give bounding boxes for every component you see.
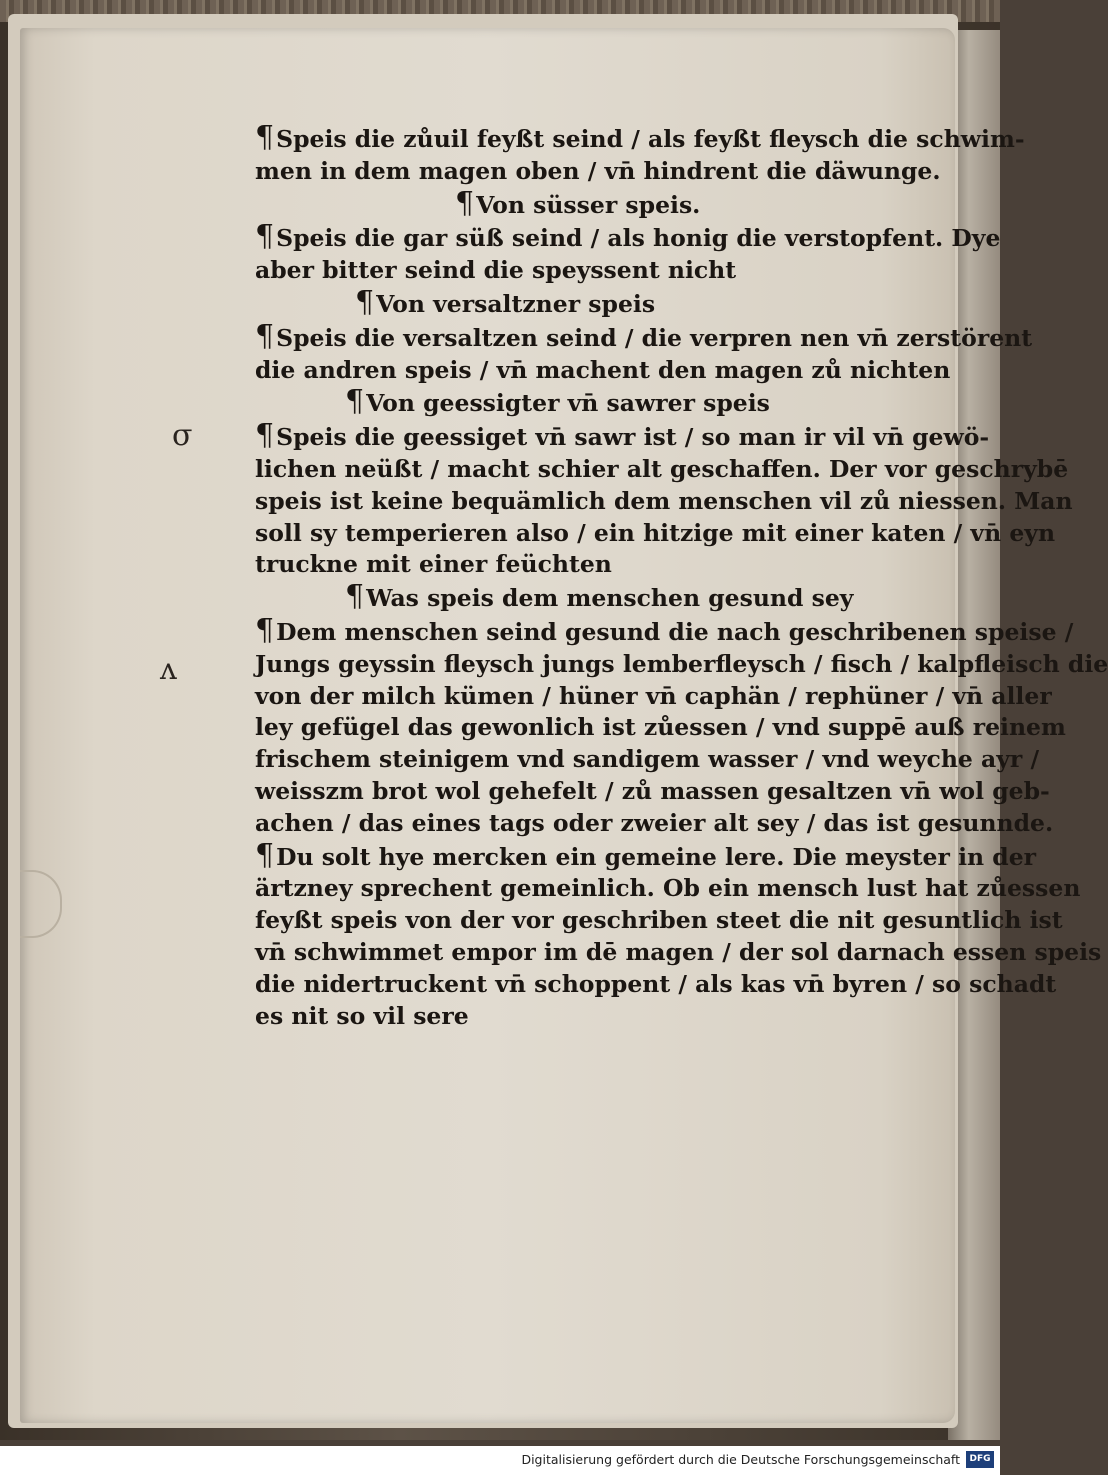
line-text: truckne mit einer feüchten [255, 550, 612, 579]
text-line [255, 712, 1066, 744]
footer-bar [0, 1446, 1000, 1475]
footer-credit: Digitalisierung gefördert durch die Deutsche Forschungsgemeinschaft [521, 1452, 960, 1467]
text-line [255, 156, 941, 188]
pilcrow-icon: ¶ [455, 185, 475, 221]
marginal-mark-2: ʌ [160, 652, 177, 687]
text-line [255, 454, 1069, 486]
line-text: die nidertruckent vn̄ schoppent / als kas vn̄ byren / so schadt [255, 969, 1057, 998]
text-line [255, 486, 1073, 518]
section-heading [255, 386, 915, 420]
line-text: Was speis dem menschen gesund sey [366, 584, 854, 613]
text-line [255, 355, 951, 387]
line-text: speis ist keine bequämlich dem menschen vil zů niessen. Man [255, 486, 1073, 515]
line-text: Von geessigter vn̄ sawrer speis [366, 389, 770, 418]
line-text: Von versaltzner speis [376, 289, 656, 318]
pilcrow-icon: ¶ [255, 318, 275, 354]
line-text: es nit so vil sere [255, 1001, 469, 1030]
line-text: soll sy temperieren also / ein hitzige mit einer katen / vn̄ eyn [255, 518, 1056, 547]
text-line [255, 549, 915, 581]
line-text: lichen neüßt / macht schier alt geschaffen. Der vor geschrybē [255, 454, 1069, 483]
line-text: aber bitter seind die speyssent nicht [255, 256, 737, 285]
section-heading [255, 185, 915, 222]
marginal-mark-1: σ [172, 418, 193, 453]
text-line [255, 744, 1040, 776]
line-text: Speis die geessiget vn̄ sawr ist / so man ir vil vn̄ gewö- [276, 423, 990, 452]
text-line [255, 873, 1081, 905]
text-line [255, 969, 1057, 1001]
line-text: Speis die zůuil feyßt seind / als feyßt fleysch die schwim- [276, 125, 1025, 153]
paragraph-start-line [255, 120, 1025, 156]
section-heading [255, 284, 915, 321]
line-text: achen / das eines tags oder zweier alt sey / das ist gesunnde. [255, 808, 1054, 837]
pilcrow-icon: ¶ [255, 219, 275, 255]
text-line [255, 255, 915, 287]
pilcrow-icon: ¶ [345, 579, 365, 615]
text-line [255, 808, 1054, 840]
paragraph-start-line [255, 318, 1033, 355]
line-text: men in dem magen oben / vn̄ hindrent die däwunge. [255, 156, 941, 185]
pilcrow-icon: ¶ [255, 837, 275, 873]
line-text: Speis die gar süß seind / als honig die verstopfent. Dye [276, 224, 1001, 253]
text-line [255, 905, 1063, 937]
printed-text-block [255, 120, 1108, 1032]
line-text: Dem menschen seind gesund die nach geschribenen speise / [276, 617, 1074, 646]
pilcrow-icon: ¶ [345, 384, 365, 420]
text-line [255, 937, 1102, 969]
section-heading [255, 581, 915, 615]
pilcrow-icon: ¶ [355, 284, 375, 320]
line-text: Von süsser speis. [476, 190, 701, 219]
line-text: vn̄ schwimmet empor im dē magen / der sol darnach essen speis [255, 937, 1102, 966]
dfg-logo: DFG [966, 1451, 994, 1468]
pilcrow-icon: ¶ [255, 612, 275, 648]
line-text: ärtzney sprechent gemeinlich. Ob ein mensch lust hat zůessen [255, 874, 1081, 903]
pilcrow-icon: ¶ [255, 120, 275, 155]
paragraph-start-line [255, 612, 1074, 649]
line-text: Jungs geyssin fleysch jungs lemberfleysch / fisch / kalpfleisch die [255, 649, 1108, 678]
text-line [255, 1001, 915, 1033]
paragraph-start-line [255, 418, 990, 454]
text-line [255, 776, 1050, 808]
line-text: die andren speis / vn̄ machent den magen zů nichten [255, 355, 951, 384]
line-text: Du solt hye mercken ein gemeine lere. Die meyster in der [276, 842, 1037, 871]
line-text: Speis die versaltzen seind / die verpren nen vn̄ zerstörent [276, 323, 1033, 352]
text-line [255, 681, 1052, 713]
pilcrow-icon: ¶ [255, 418, 275, 454]
text-line [255, 649, 1108, 681]
line-text: weisszm brot wol gehefelt / zů massen gesaltzen vn̄ wol geb- [255, 776, 1050, 805]
clasp-mark [20, 870, 62, 938]
line-text: frischem steinigem vnd sandigem wasser / vnd weyche ayr / [255, 745, 1040, 774]
line-text: feyßt speis von der vor geschriben steet die nit gesuntlich ist [255, 906, 1063, 935]
line-text: ley gefügel das gewonlich ist zůessen / vnd suppē auß reinem [255, 713, 1066, 742]
text-line [255, 518, 1056, 550]
paragraph-start-line [255, 837, 1037, 874]
line-text: von der milch kümen / hüner vn̄ caphän / rephüner / vn̄ aller [255, 681, 1052, 710]
paragraph-start-line [255, 219, 1001, 255]
